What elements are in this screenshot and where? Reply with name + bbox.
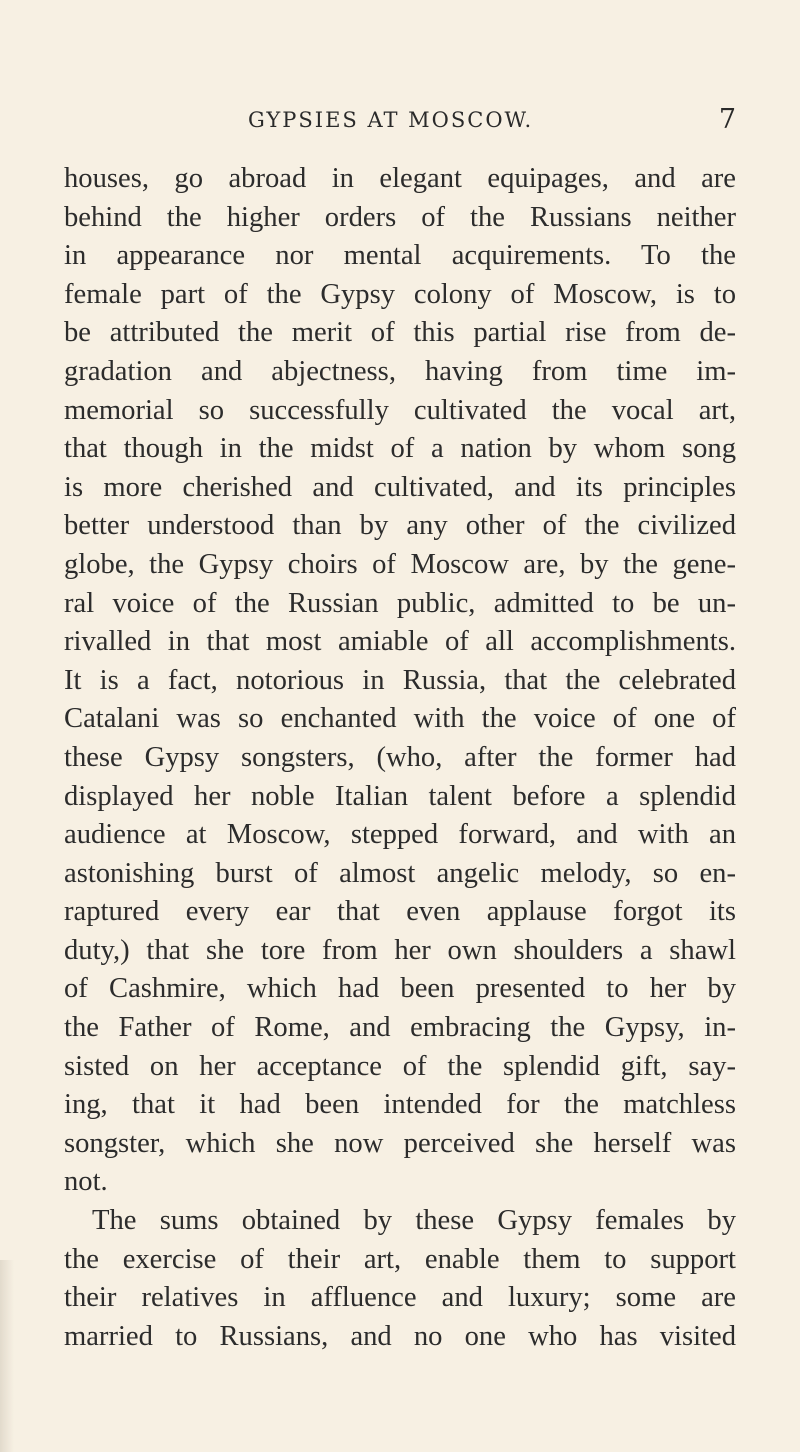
text-line: ing, that it had been intended for the matchless (64, 1089, 736, 1121)
text-line: the Father of Rome, and embracing the Gypsy, in- (64, 1012, 736, 1044)
text-line: gradation and abjectness, having from time im- (64, 355, 736, 387)
text-line: female part of the Gypsy colony of Moscow, is to (64, 278, 736, 310)
text-line: memorial so successfully cultivated the vocal art, (64, 394, 736, 426)
page-number: 7 (718, 104, 736, 135)
paragraph-start-line: The sums obtained by these Gypsy females by (92, 1205, 736, 1237)
text-line: songster, which she now perceived she herself was (64, 1127, 736, 1159)
text-line: be attributed the merit of this partial rise from de- (64, 317, 736, 349)
text-line: audience at Moscow, stepped forward, and with an (64, 819, 736, 851)
text-line: houses, go abroad in elegant equipages, and are (64, 163, 736, 194)
text-line: rivalled in that most amiable of all accomplishments. (64, 626, 736, 658)
text-line: better understood than by any other of the civilized (64, 510, 736, 542)
text-line: married to Russians, and no one who has visited (64, 1320, 736, 1352)
running-head: GYPSIES AT MOSCOW. (248, 108, 534, 132)
text-line: sisted on her acceptance of the splendid gift, say- (64, 1050, 736, 1082)
text-line: It is a fact, notorious in Russia, that the celebrated (64, 664, 736, 696)
text-line: duty,) that she tore from her own shoulders a shawl (64, 934, 736, 966)
text-line: astonishing burst of almost angelic melody, so en- (64, 857, 736, 889)
text-line: their relatives in affluence and luxury; some are (64, 1282, 736, 1314)
text-line: is more cherished and cultivated, and its principles (64, 471, 736, 503)
paragraph-end-line: not. (64, 1166, 108, 1198)
text-line: Catalani was so enchanted with the voice of one of (64, 703, 736, 735)
page-edge-shadow (0, 1260, 14, 1452)
text-line: ral voice of the Russian public, admitted to be un- (64, 587, 736, 619)
text-line: displayed her noble Italian talent before a splendid (64, 780, 736, 812)
text-line: that though in the midst of a nation by whom song (64, 433, 736, 465)
text-line: globe, the Gypsy choirs of Moscow are, by the gene- (64, 548, 736, 580)
text-line: of Cashmire, which had been presented to her by (64, 973, 736, 1005)
text-line: the exercise of their art, enable them to support (64, 1243, 736, 1275)
text-line: these Gypsy songsters, (who, after the former had (64, 741, 736, 773)
body-text (64, 160, 736, 1356)
text-line: raptured every ear that even applause forgot its (64, 896, 736, 928)
page-header (248, 104, 736, 142)
text-line: behind the higher orders of the Russians neither (64, 201, 736, 233)
text-line: in appearance nor mental acquirements. To the (64, 240, 736, 272)
